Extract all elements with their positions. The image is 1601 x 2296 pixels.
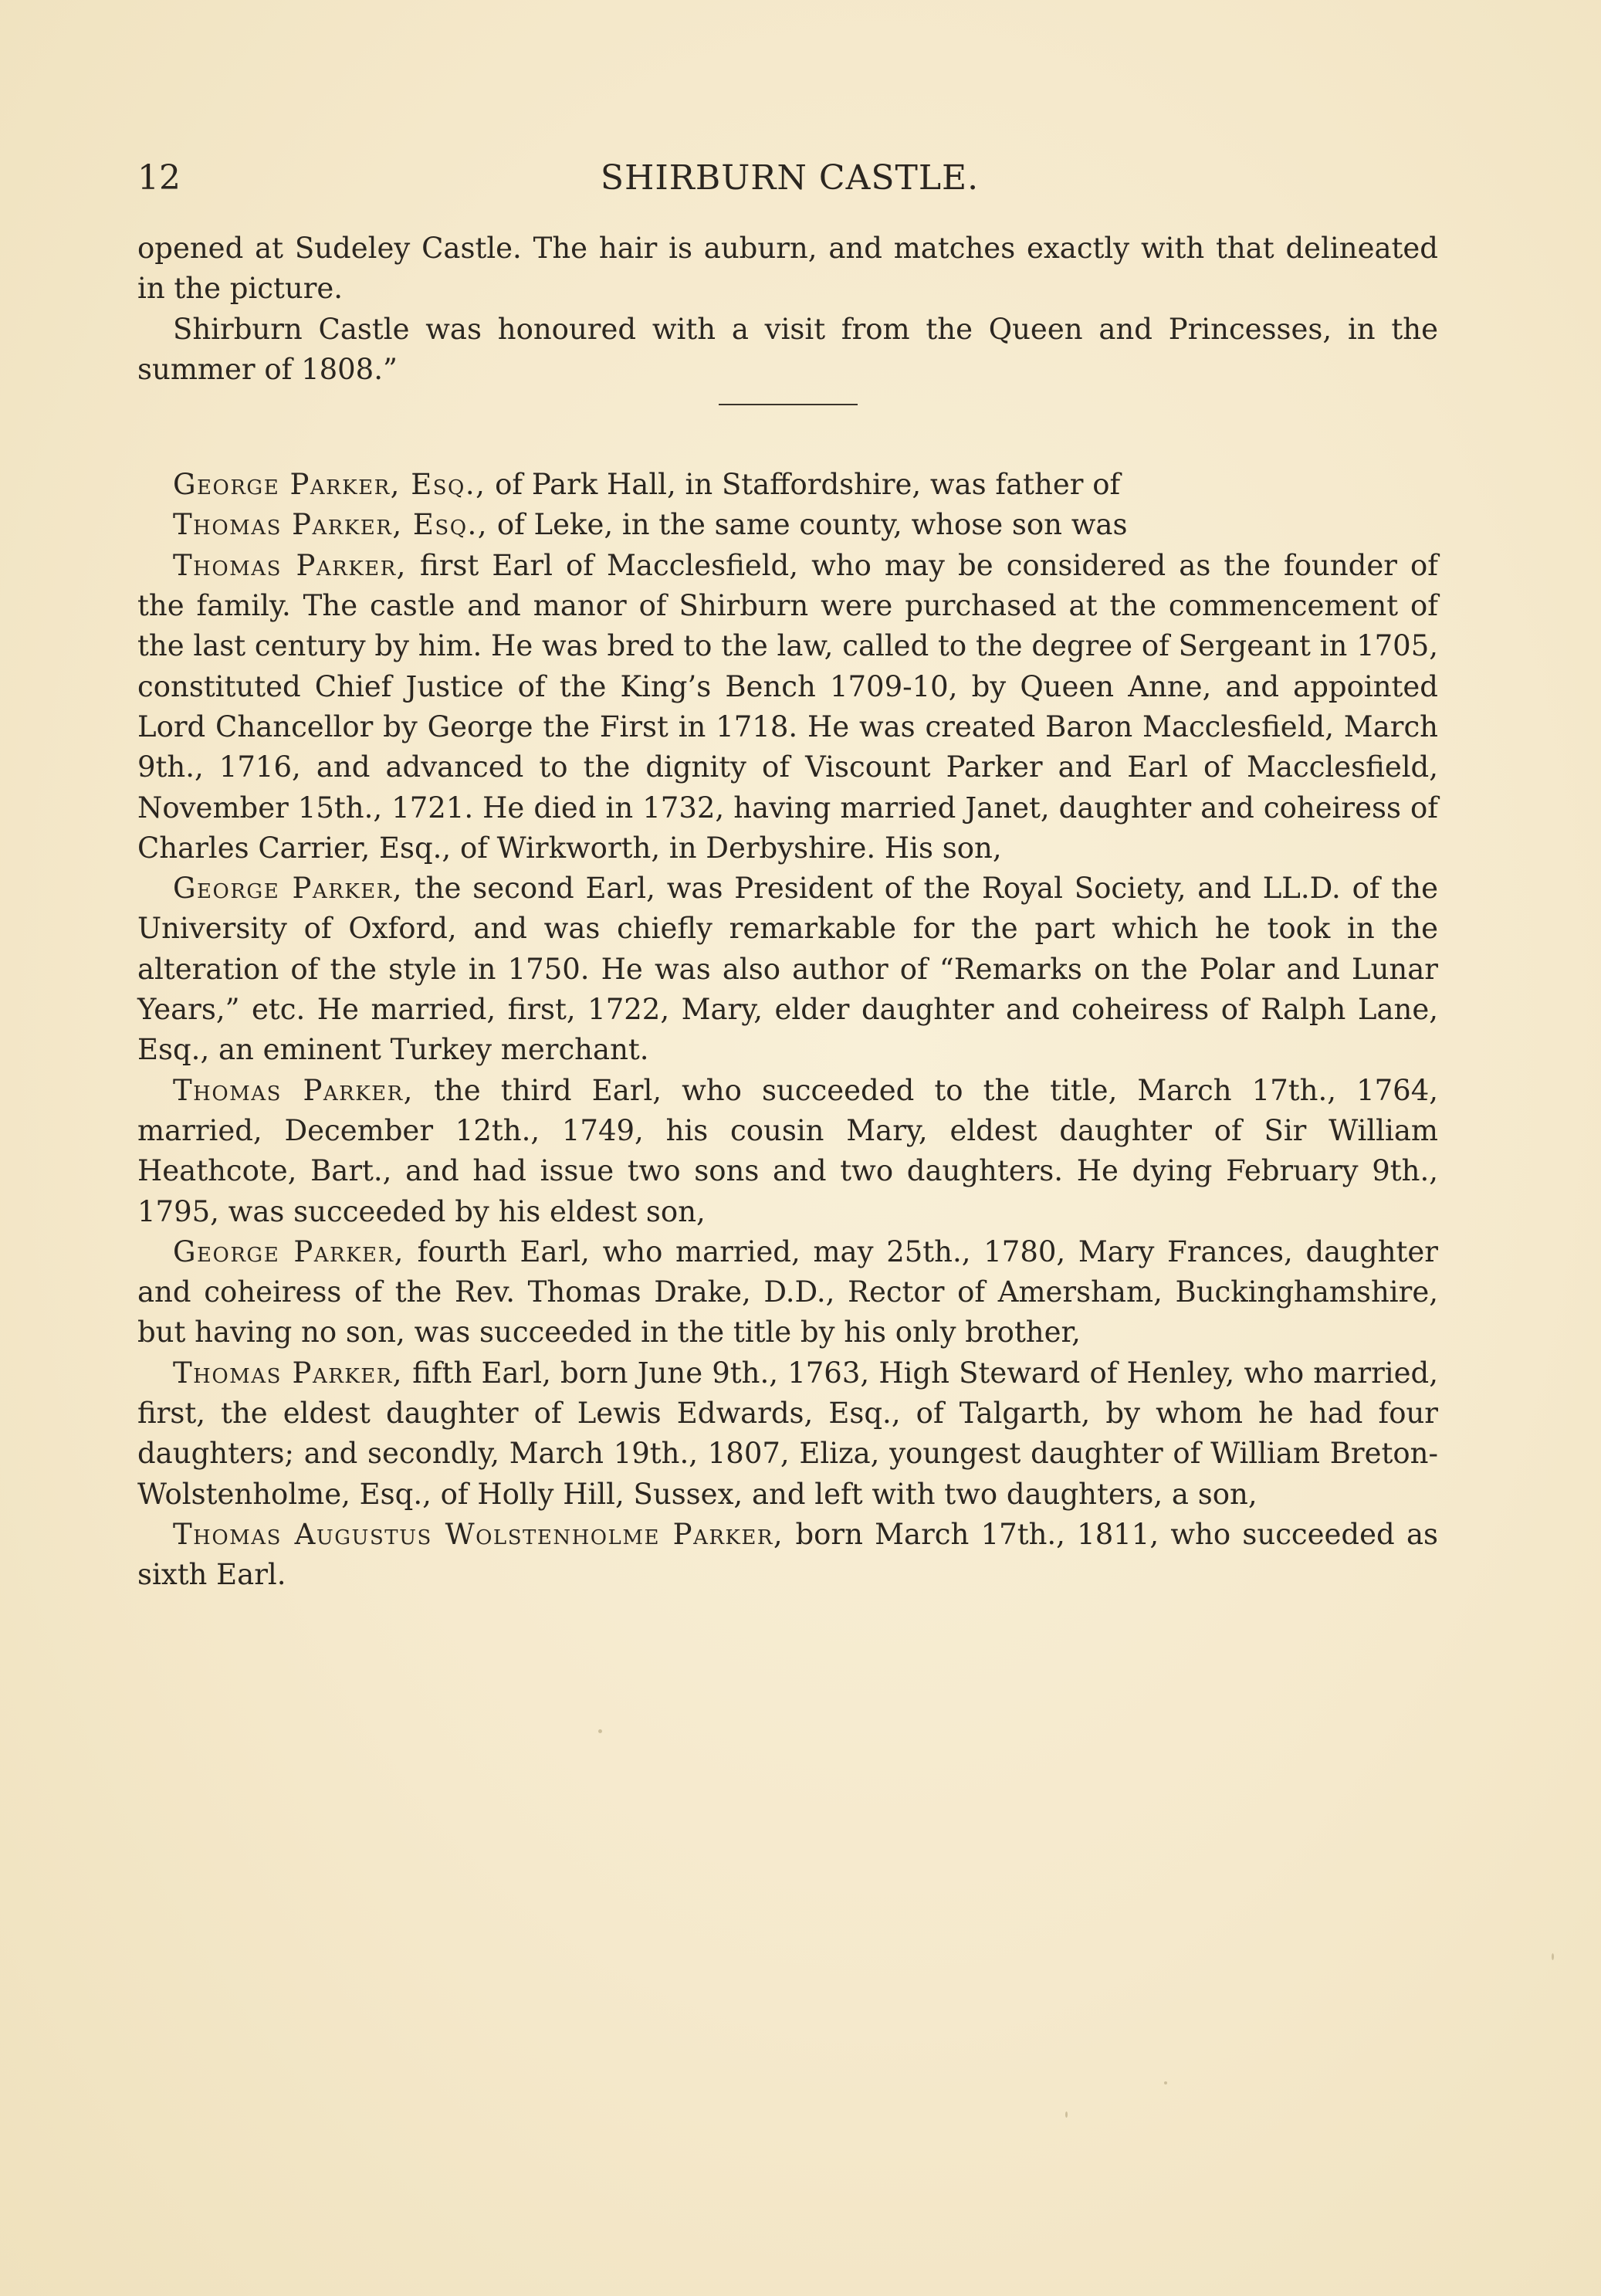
paper-speck — [1065, 2111, 1068, 2118]
person-name: Thomas Parker, — [173, 1356, 404, 1390]
intro-paragraph-2: Shirburn Castle was honoured with a visit from the Queen and Princesses, in the summer of 1808.” — [137, 312, 1438, 386]
genealogy-entry — [137, 465, 1438, 505]
entry-text: the third Earl, who succeeded to the title, March 17th., 1764, married, December 12th., 1749, his cousin Mary, eldest daughter of Sir William Heathcote, Bart., and had issue two sons and two daughters. He dying February 9th., 1795, was succeeded by his eldest son, — [137, 1073, 1438, 1228]
genealogy-entry — [137, 1232, 1438, 1353]
intro-paragraph-1: opened at Sudeley Castle. The hair is auburn, and matches exactly with that delineated in the picture. — [137, 232, 1438, 306]
page-number: 12 — [137, 158, 181, 198]
genealogy-entry — [137, 1515, 1438, 1596]
paper-speck — [1164, 2081, 1167, 2084]
paper-speck — [1552, 1953, 1554, 1960]
entry-text: fourth Earl, who married, may 25th., 1780, Mary Frances, daughter and coheiress of the Rev. Thomas Drake, D.D., Rector of Amersham, Buckinghamshire, but having no son, was succeeded in the title by his only brother, — [137, 1234, 1438, 1349]
genealogy-entry — [137, 505, 1438, 545]
person-name: George Parker, — [173, 1234, 404, 1268]
paper-speck — [598, 1729, 602, 1733]
person-name: George Parker, Esq., — [173, 468, 486, 502]
genealogy-entry — [137, 546, 1438, 869]
genealogy-entry — [137, 1071, 1438, 1232]
running-title: SHIRBURN CASTLE. — [600, 158, 980, 198]
entry-text: the second Earl, was President of the Royal Society, and LL.D. of the University of Oxford, and was chiefly remarkable for the part which he took in the alteration of the style in 1750. He was also author of “Remarks on the Polar and Lunar Years,” etc. He married, first, 1722, Mary, elder daughter and coheiress of Ralph Lane, Esq., an eminent Turkey merchant. — [137, 872, 1438, 1067]
page-header — [137, 151, 1442, 205]
person-name: Thomas Parker, — [173, 1073, 414, 1107]
genealogy-entry — [137, 869, 1438, 1070]
person-name: George Parker, — [173, 872, 404, 906]
body-text — [137, 229, 1438, 1596]
person-name: Thomas Parker, — [173, 548, 407, 582]
person-name: Thomas Augustus Wolstenholme Parker, — [173, 1517, 784, 1551]
entry-text: of Leke, in the same county, whose son was — [488, 508, 1128, 542]
person-name: Thomas Parker, Esq., — [173, 508, 489, 542]
entry-text: first Earl of Macclesfield, who may be considered as the founder of the family. The castle and manor of Shirburn were purchased at the commencement of the last century by him. He was bred to the law, called to the degree of Sergeant in 1705, constituted Chief Justice of the King’s Bench 1709-10, by Queen Anne, and appointed Lord Chancellor by George the First in 1718. He was created Baron Macclesfield, March 9th., 1716, and advanced to the dignity of Viscount Parker and Earl of Macclesfield, November 15th., 1721. He died in 1732, having married Janet, daughter and coheiress of Charles Carrier, Esq., of Wirkworth, in Derbyshire. His son, — [137, 548, 1438, 865]
entry-text: born March 17th., 1811, who succeeded as sixth Earl. — [137, 1517, 1439, 1592]
entry-text: of Park Hall, in Staffordshire, was father of — [486, 468, 1121, 502]
genealogy-entry — [137, 1353, 1438, 1515]
section-divider — [719, 404, 858, 405]
entry-text: fifth Earl, born June 9th., 1763, High Steward of Henley, who married, first, the eldest daughter of Lewis Edwards, Esq., of Talgarth, by whom he had four daughters; and secondly, March 19th., 1807, Eliza, youngest daughter of William Breton-Wolstenholme, Esq., of Holly Hill, Sussex, and left with two daughters, a son, — [137, 1356, 1438, 1511]
